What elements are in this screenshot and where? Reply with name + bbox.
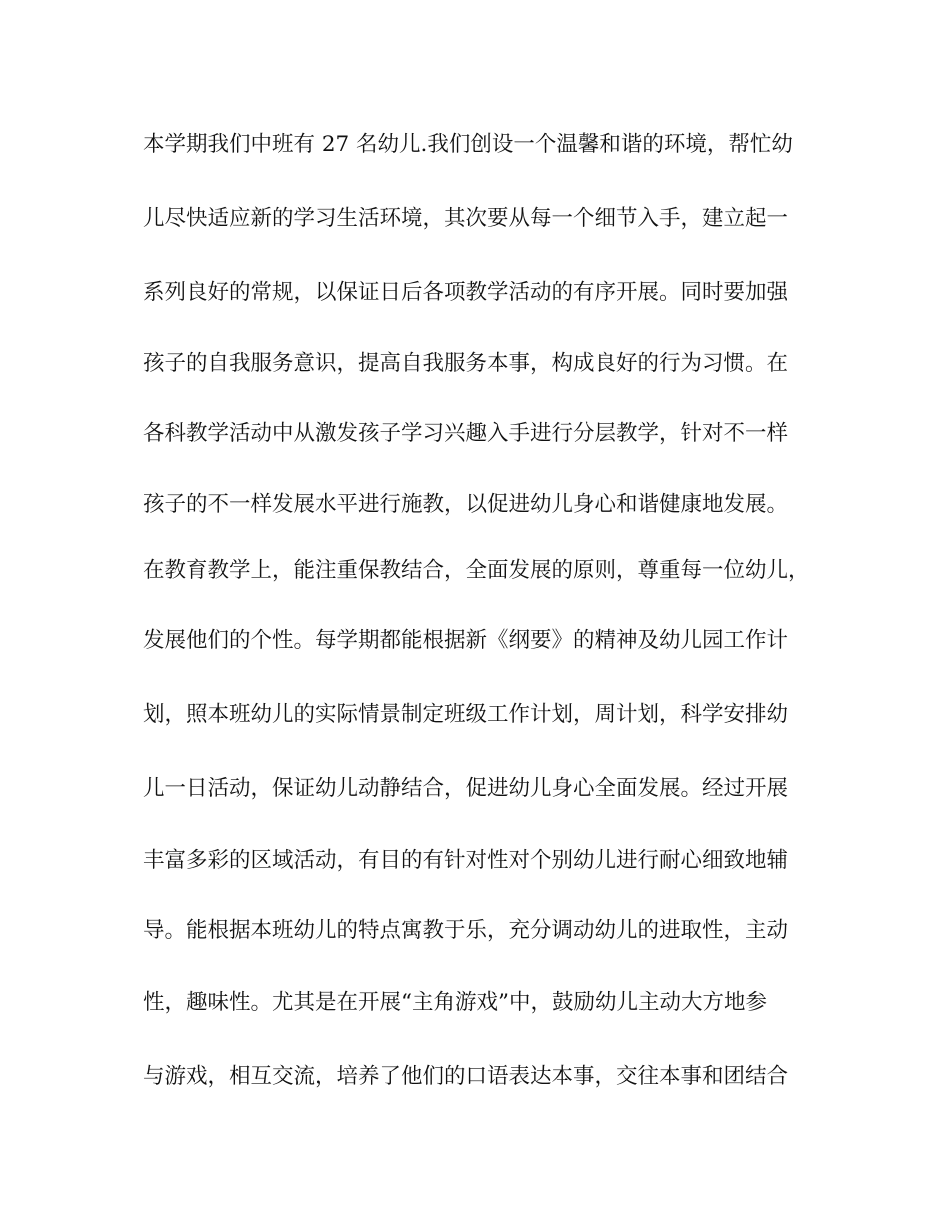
paragraph-line: 在教育教学上，能注重保教结合，全面发展的原则，尊重每一位幼儿， <box>143 558 810 583</box>
paragraph-line: 性，趣味性。尤其是在开展“主角游戏”中，鼓励幼儿主动大方地参 <box>143 990 767 1015</box>
paragraph-line: 孩子的不一样发展水平进行施教，以促进幼儿身心和谐健康地发展。 <box>143 492 789 517</box>
paragraph-line: 系列良好的常规，以保证日后各项教学活动的有序开展。同时要加强 <box>143 280 789 305</box>
paragraph-line: 发展他们的个性。每学期都能根据新《纲要》的精神及幼儿园工作计 <box>143 628 789 653</box>
paragraph-line: 儿一日活动，保证幼儿动静结合，促进幼儿身心全面发展。经过开展 <box>143 776 789 801</box>
paragraph-line: 各科教学活动中从激发孩子学习兴趣入手进行分层教学，针对不一样 <box>143 421 789 446</box>
paragraph-line: 本学期我们中班有 27 名幼儿.我们创设一个温馨和谐的环境，帮忙幼 <box>143 132 793 157</box>
paragraph-line: 导。能根据本班幼儿的特点寓教于乐，充分调动幼儿的进取性，主动 <box>143 918 789 943</box>
paragraph-line: 孩子的自我服务意识，提高自我服务本事，构成良好的行为习惯。在 <box>143 351 789 376</box>
paragraph-line: 划，照本班幼儿的实际情景制定班级工作计划，周计划，科学安排幼 <box>143 702 789 727</box>
paragraph-line: 儿尽快适应新的学习生活环境，其次要从每一个细节入手，建立起一 <box>143 206 789 231</box>
paragraph-line: 丰富多彩的区域活动，有目的有针对性对个别幼儿进行耐心细致地辅 <box>143 848 789 873</box>
paragraph-line: 与游戏，相互交流，培养了他们的口语表达本事，交往本事和团结合 <box>143 1064 789 1089</box>
